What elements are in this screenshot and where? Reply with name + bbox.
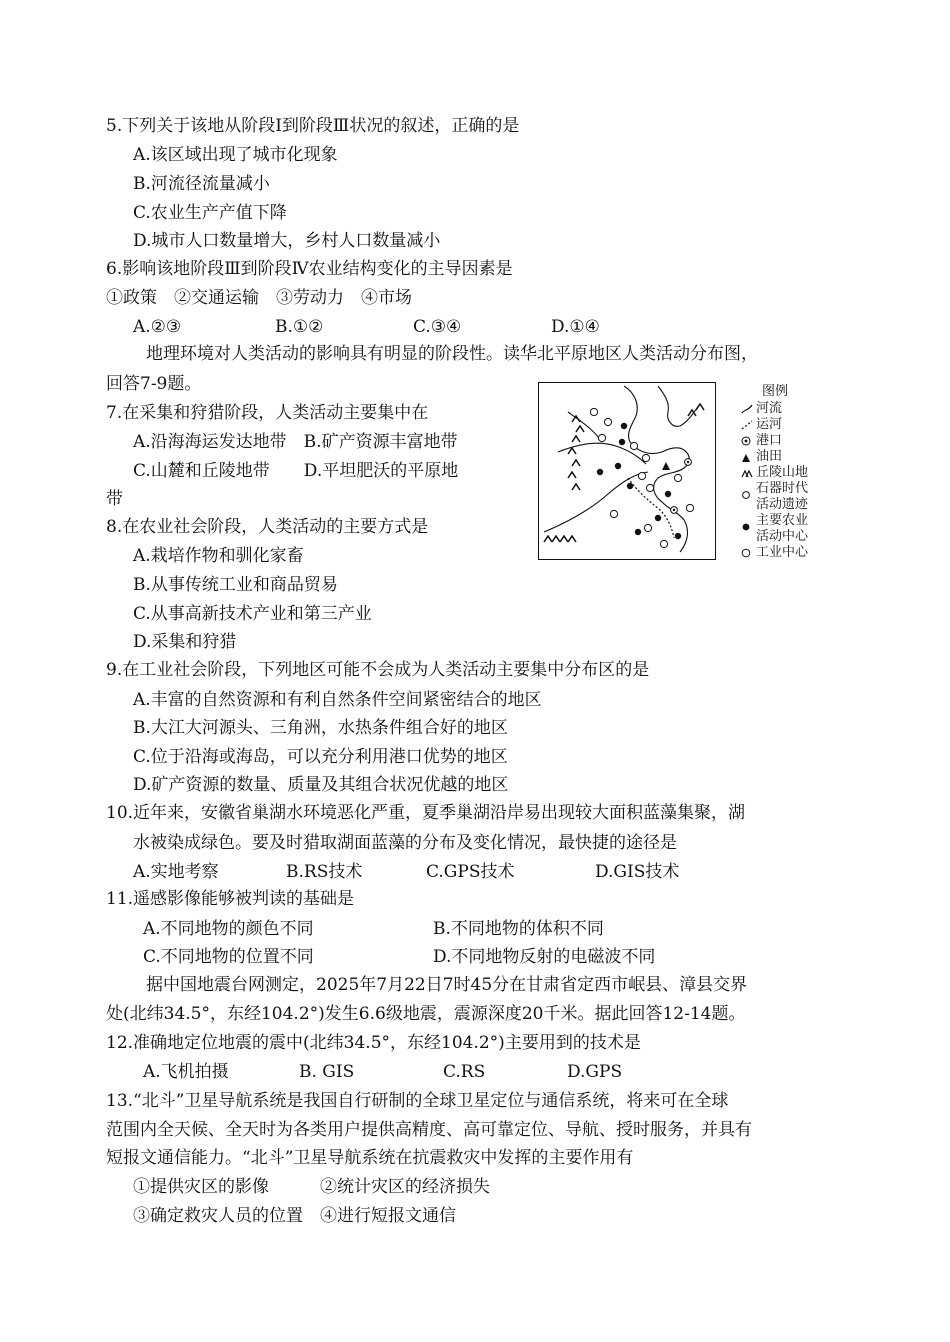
agri-center-7	[655, 515, 661, 521]
river-legend-icon	[740, 403, 754, 415]
q6-option-d: D.①④	[551, 317, 600, 337]
q11-option-c: C.不同地物的位置不同	[143, 947, 314, 967]
legend-title: 图例	[762, 384, 789, 399]
industrial-center-legend-icon	[740, 547, 754, 559]
hills-legend-icon	[740, 467, 754, 479]
stone-age-site-7	[646, 484, 653, 491]
oil-field-legend-icon	[740, 451, 754, 463]
agri-center-4	[597, 469, 603, 475]
q12-option-d: D.GPS	[567, 1062, 623, 1082]
q5-stem: 5.下列关于该地从阶段Ⅰ到阶段Ⅲ状况的叙述，正确的是	[106, 116, 520, 136]
q12-option-c: C.RS	[443, 1062, 486, 1082]
stone-age-site-6	[638, 472, 645, 479]
agri-center-3	[615, 463, 621, 469]
q9-stem: 9.在工业社会阶段，下列地区可能不会成为人类活动主要集中分布区的是	[106, 660, 650, 680]
legend-industrial: 工业中心	[756, 545, 809, 560]
legend-stone-age-2: 活动遗迹	[756, 497, 809, 512]
q5-option-c: C.农业生产产值下降	[133, 203, 287, 223]
port-legend-icon	[740, 435, 754, 447]
q6-option-a: A.②③	[133, 317, 182, 337]
q7-options-cd-cont: 带	[106, 489, 123, 509]
q9-option-c: C.位于沿海或海岛，可以充分利用港口优势的地区	[133, 747, 508, 767]
q13-stem-cont: 范围内全天候、全天时为各类用户提供高精度、高可靠定位、导航、授时服务，并具有	[106, 1120, 752, 1140]
q12-stem: 12.准确地定位地震的震中(北纬34.5°，东经104.2°)主要用到的技术是	[106, 1033, 641, 1053]
q13-stem: 13.“北斗”卫星导航系统是我国自行研制的全球卫星定位与通信系统，将来可在全球	[106, 1091, 729, 1111]
q8-option-c: C.从事高新技术产业和第三产业	[133, 604, 372, 624]
q5-option-d: D.城市人口数量增大，乡村人口数量减小	[133, 231, 441, 251]
q6-stem: 6.影响该地阶段Ⅲ到阶段Ⅳ农业结构变化的主导因素是	[106, 259, 513, 279]
legend-hills: 丘陵山地	[756, 465, 809, 480]
passage-12-14: 据中国地震台网测定，2025年7月22日7时45分在甘肃省定西市岷县、漳县交界	[146, 975, 748, 995]
stone-age-site-3	[598, 434, 605, 441]
q10-stem: 10.近年来，安徽省巢湖水环境恶化严重，夏季巢湖沿岸易出现较大面积蓝藻集聚，湖	[106, 803, 746, 823]
agri-center-9	[675, 533, 681, 539]
stone-age-site-12	[660, 540, 667, 547]
legend-port: 港口	[756, 433, 783, 448]
agri-center-2	[619, 439, 625, 445]
q11-stem: 11.遥感影像能够被判读的基础是	[106, 889, 355, 909]
q6-factors: ①政策 ②交通运输 ③劳动力 ④市场	[106, 288, 412, 308]
stone-age-site-5	[642, 454, 649, 461]
q10-option-c: C.GPS技术	[426, 862, 515, 882]
q5-option-b: B.河流径流量减小	[133, 174, 270, 194]
passage-12-14-cont: 处(北纬34.5°，东经104.2°)发生6.6级地震，震源深度20千米。据此回答12-14题。	[106, 1004, 746, 1024]
stone-age-site-10	[644, 524, 651, 531]
q13-items-34: ③确定救灾人员的位置 ④进行短报文通信	[133, 1206, 456, 1226]
q8-option-a: A.栽培作物和驯化家畜	[133, 546, 304, 566]
legend-agri-1: 主要农业	[756, 513, 809, 528]
north-china-plain-map	[538, 382, 716, 560]
q8-option-d: D.采集和狩猎	[133, 632, 237, 652]
q13-stem-cont2: 短报文通信能力。“北斗”卫星导航系统在抗震救灾中发挥的主要作用有	[106, 1148, 634, 1168]
stone-age-site-2	[604, 418, 611, 425]
canal-legend-icon	[740, 419, 754, 431]
agri-center-legend-icon	[740, 521, 754, 533]
agri-center-1	[621, 423, 627, 429]
stone-age-site-8	[674, 474, 681, 481]
q9-option-d: D.矿产资源的数量、质量及其组合状况优越的地区	[133, 775, 509, 795]
stone-age-site-11	[686, 504, 693, 511]
q11-option-b: B.不同地物的体积不同	[433, 919, 604, 939]
q9-option-b: B.大江大河源头、三角洲，水热条件组合好的地区	[133, 718, 508, 738]
q6-option-c: C.③④	[413, 317, 462, 337]
q11-option-d: D.不同地物反射的电磁波不同	[433, 947, 656, 967]
passage-7-9-cont: 回答7-9题。	[106, 374, 202, 394]
legend-agri-2: 活动中心	[756, 529, 809, 544]
stone-age-site-9	[610, 510, 617, 517]
q5-option-a: A.该区域出现了城市化现象	[133, 145, 338, 165]
q8-stem: 8.在农业社会阶段，人类活动的主要方式是	[106, 517, 429, 537]
agri-center-5	[627, 483, 633, 489]
q7-options-cd: C.山麓和丘陵地带 D.平坦肥沃的平原地	[133, 461, 459, 481]
q9-option-a: A.丰富的自然资源和有利自然条件空间紧密结合的地区	[133, 690, 542, 710]
stone-age-site-1	[590, 408, 597, 415]
q12-option-a: A.飞机拍摄	[143, 1062, 229, 1082]
q6-option-b: B.①②	[275, 317, 324, 337]
q11-option-a: A.不同地物的颜色不同	[143, 919, 314, 939]
agri-center-8	[635, 529, 641, 535]
q8-option-b: B.从事传统工业和商品贸易	[133, 575, 338, 595]
legend-oil-field: 油田	[756, 449, 783, 464]
q12-option-b: B. GIS	[299, 1062, 355, 1082]
q10-option-d: D.GIS技术	[595, 862, 680, 882]
q10-stem-cont: 水被染成绿色。要及时猎取湖面蓝藻的分布及变化情况，最快捷的途径是	[133, 833, 677, 853]
legend-stone-age-1: 石器时代	[756, 481, 809, 496]
q10-option-a: A.实地考察	[133, 862, 219, 882]
q7-options-ab: A.沿海海运发达地带 B.矿产资源丰富地带	[133, 432, 458, 452]
q13-items-12: ①提供灾区的影像 ②统计灾区的经济损失	[133, 1177, 490, 1197]
q10-option-b: B.RS技术	[286, 862, 363, 882]
passage-7-9: 地理环境对人类活动的影响具有明显的阶段性。读华北平原地区人类活动分布图，	[146, 344, 758, 364]
legend-river: 河流	[756, 401, 783, 416]
legend-canal: 运河	[756, 417, 783, 432]
stone-age-site-4	[630, 442, 637, 449]
agri-center-6	[665, 491, 671, 497]
q7-stem: 7.在采集和狩猎阶段，人类活动主要集中在	[106, 403, 429, 423]
stone-age-legend-icon	[740, 489, 754, 501]
